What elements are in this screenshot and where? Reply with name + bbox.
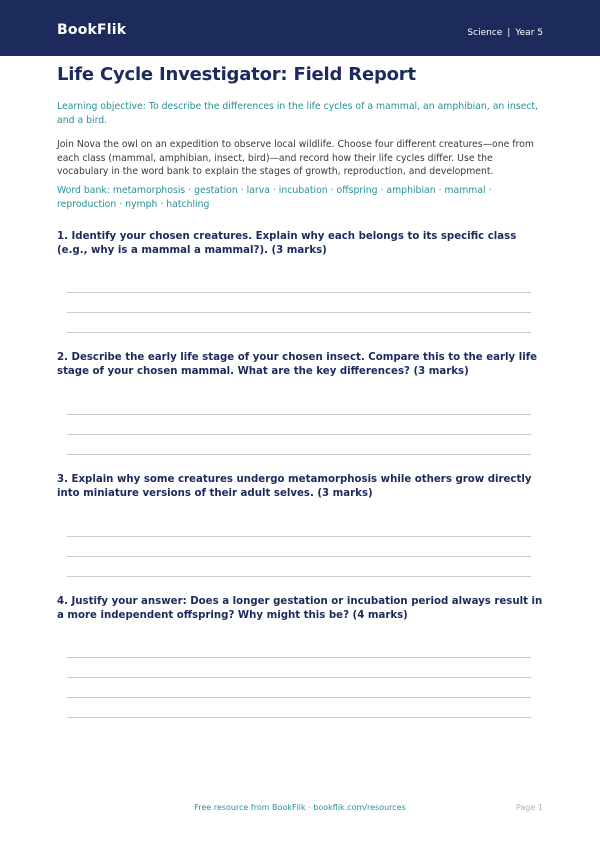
page-title: Life Cycle Investigator: Field Report: [57, 64, 416, 85]
intro-paragraph: Join Nova the owl on an expedition to observe local wildlife. Choose four different creatures—one from each class (mammal, amphibian, insect, bird)—and record how their life cycles differ. Use the vocabulary in the word bank to explain the stages of growth, reproduction, and development.: [57, 139, 534, 177]
page-header: [0, 0, 600, 56]
answer-line[interactable]: [67, 312, 531, 313]
question-3: 3. Explain why some creatures undergo metamorphosis while others grow directly into miniature versions of their adult selves. (3 marks): [57, 474, 532, 499]
answer-line[interactable]: [67, 434, 531, 435]
question-4: 4. Justify your answer: Does a longer gestation or incubation period always result in a more independent offspring? Why might this be? (4 marks): [57, 596, 543, 621]
answer-line[interactable]: [67, 717, 531, 718]
learning-objective: Learning objective: To describe the differences in the life cycles of a mammal, an amphibian, an insect, and a bird.: [57, 101, 538, 126]
answer-line[interactable]: [67, 697, 531, 698]
separator: |: [507, 28, 511, 38]
question-2: 2. Describe the early life stage of your chosen insect. Compare this to the early life stage of your chosen mammal. What are the key differences? (3 marks): [57, 352, 538, 377]
subject-label: Science: [467, 28, 503, 38]
subject-year-label: [467, 28, 543, 38]
answer-line[interactable]: [67, 657, 531, 658]
footer-resource-link[interactable]: Free resource from BookFlik · bookflik.com/resources: [194, 803, 406, 812]
brand-logo: BookFlik: [57, 22, 127, 38]
page-number: Page 1: [516, 803, 543, 812]
answer-line[interactable]: [67, 292, 531, 293]
question-1: 1. Identify your chosen creatures. Explain why each belongs to its specific class (e.g., why is a mammal a mammal?). (3 marks): [57, 231, 517, 256]
year-label: Year 5: [515, 28, 543, 38]
answer-line[interactable]: [67, 332, 531, 333]
answer-line[interactable]: [67, 414, 531, 415]
answer-line[interactable]: [67, 576, 531, 577]
word-bank: Word bank: metamorphosis · gestation · larva · incubation · offspring · amphibian · mammal · reproduction · nymph · hatchling: [57, 185, 492, 210]
answer-line[interactable]: [67, 677, 531, 678]
answer-line[interactable]: [67, 536, 531, 537]
answer-line[interactable]: [67, 454, 531, 455]
answer-line[interactable]: [67, 556, 531, 557]
